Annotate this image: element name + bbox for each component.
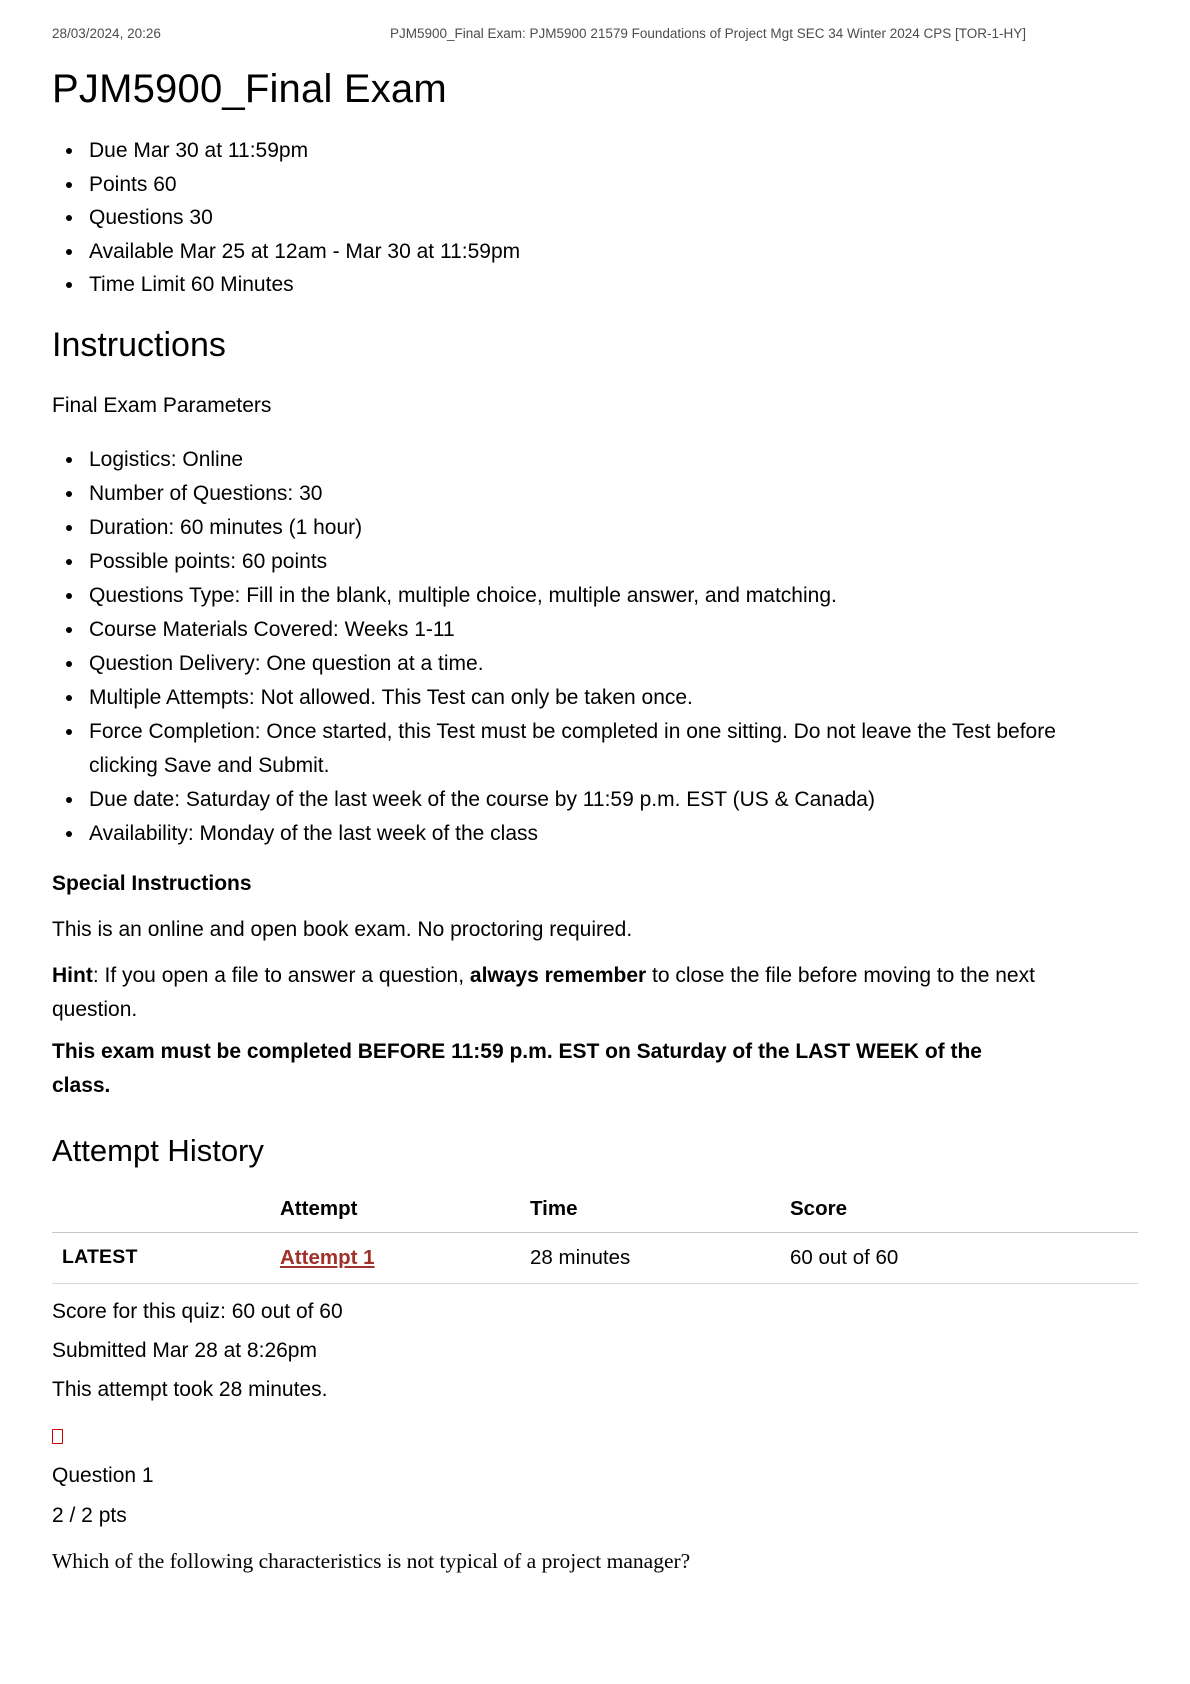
attempt-time: 28 minutes (530, 1232, 790, 1283)
attempt-duration-line: This attempt took 28 minutes. (52, 1377, 328, 1401)
table-header-row (52, 1189, 1138, 1233)
hint-bold-phrase: always remember (469, 963, 647, 987)
attempt-score: 60 out of 60 (790, 1232, 1138, 1283)
open-book-note: This is an online and open book exam. No proctoring required. (52, 917, 633, 941)
column-header-time: Time (530, 1189, 790, 1233)
meta-due-date: • Due Mar 30 at 11:59pm (85, 134, 1138, 168)
attempt-summary (52, 1292, 1138, 1409)
column-header-score: Score (790, 1189, 1138, 1233)
quiz-title: PJM5900_Final Exam (52, 67, 447, 111)
latest-label: LATEST (52, 1232, 280, 1283)
quiz-meta-list (52, 134, 1138, 302)
special-instructions-heading: Special Instructions (52, 871, 252, 895)
instructions-heading: Instructions (52, 325, 226, 364)
meta-time-limit: • Time Limit 60 Minutes (85, 268, 1138, 302)
column-header-attempt: Attempt (280, 1189, 530, 1233)
column-header-blank (52, 1189, 280, 1233)
list-item-question-count: • Number of Questions: 30 (85, 477, 1095, 511)
question-flag-row (52, 1429, 1138, 1447)
list-item-force-completion: • Force Completion: Once started, this Test must be completed in one sitting. Do not leave the Test before clicking Save and Submit. (85, 715, 1095, 783)
question-text: Which of the following characteristics is not typical of a project manager? (52, 1548, 691, 1573)
attempt-1-link[interactable]: Attempt 1 (280, 1245, 375, 1269)
submitted-line: Submitted Mar 28 at 8:26pm (52, 1338, 317, 1362)
list-item-delivery: • Question Delivery: One question at a time. (85, 647, 1095, 681)
list-item-materials: • Course Materials Covered: Weeks 1-11 (85, 613, 1095, 647)
list-item-logistics: • Logistics: Online (85, 443, 1095, 477)
quiz-score-line: Score for this quiz: 60 out of 60 (52, 1299, 343, 1323)
missing-glyph-icon (52, 1429, 63, 1444)
print-datetime: 28/03/2024, 20:26 (52, 26, 161, 41)
attempt-history-heading: Attempt History (52, 1132, 264, 1168)
instructions-list (52, 443, 1095, 851)
attempt-history-table (52, 1189, 1138, 1284)
print-header (52, 26, 1138, 41)
list-item-points: • Possible points: 60 points (85, 545, 1095, 579)
question-title: Question 1 (52, 1463, 154, 1487)
hint-text-after: to close the file before moving to the next question. (52, 963, 1035, 1021)
table-row (52, 1232, 1138, 1283)
list-item-question-types: • Questions Type: Fill in the blank, multiple choice, multiple answer, and matching. (85, 579, 1095, 613)
list-item-availability: • Availability: Monday of the last week of the class (85, 817, 1095, 851)
deadline-note: This exam must be completed BEFORE 11:59 p.m. EST on Saturday of the LAST WEEK of the class. (52, 1039, 982, 1097)
hint-label: Hint (52, 963, 93, 987)
meta-availability: • Available Mar 25 at 12am - Mar 30 at 11:59pm (85, 235, 1138, 269)
meta-question-count: • Questions 30 (85, 201, 1138, 235)
question-points: 2 / 2 pts (52, 1503, 127, 1527)
list-item-due-date: • Due date: Saturday of the last week of the course by 11:59 p.m. EST (US & Canada) (85, 783, 1095, 817)
print-doc-title: PJM5900_Final Exam: PJM5900 21579 Foundations of Project Mgt SEC 34 Winter 2024 CPS [TOR-1-HY] (389, 26, 1027, 41)
list-item-attempts: • Multiple Attempts: Not allowed. This Test can only be taken once. (85, 681, 1095, 715)
hint-paragraph (52, 959, 1057, 1027)
hint-text-before: : If you open a file to answer a question, (92, 963, 470, 987)
instructions-intro: Final Exam Parameters (52, 393, 272, 417)
list-item-duration: • Duration: 60 minutes (1 hour) (85, 511, 1095, 545)
attempt-cell (280, 1232, 530, 1283)
meta-points: • Points 60 (85, 168, 1138, 202)
